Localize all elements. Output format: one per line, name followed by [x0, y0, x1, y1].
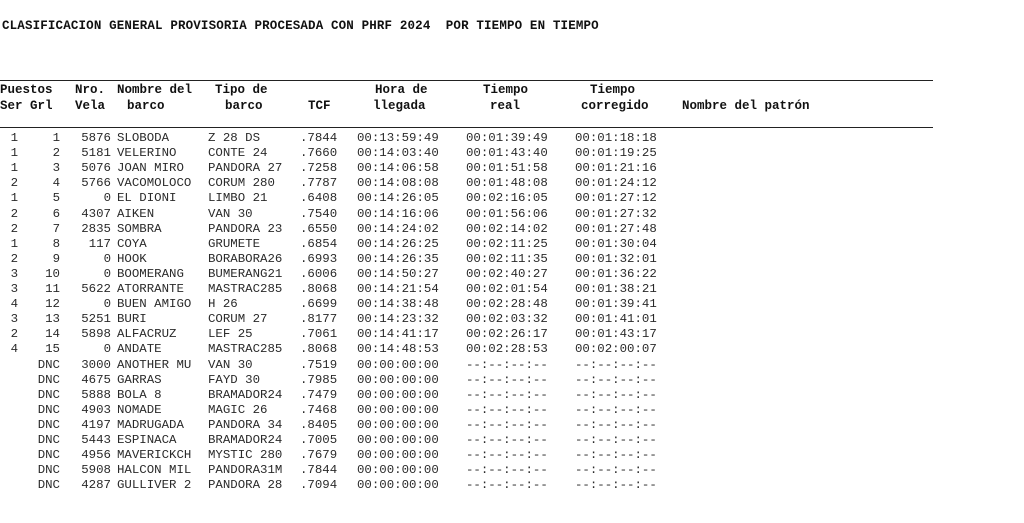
cell-vela: 5076	[81, 161, 111, 176]
cell-tiempo-real: 00:02:03:32	[466, 312, 548, 327]
cell-nombre: NOMADE	[117, 402, 162, 417]
cell-grl: DNC	[37, 433, 60, 447]
cell-tcf: .7468	[300, 402, 338, 417]
cell-vela: 3000	[81, 357, 111, 372]
header-bottom-rule	[0, 127, 933, 128]
cell-grl: 14	[45, 327, 60, 342]
cell-hora: 00:14:26:35	[357, 251, 439, 266]
cell-tcf: .7061	[300, 327, 338, 342]
table-row	[0, 237, 700, 252]
cell-ser: 3	[10, 282, 18, 296]
cell-ser: 1	[10, 131, 18, 145]
cell-vela: 4956	[81, 448, 111, 463]
cell-tipo: MAGIC 26	[208, 402, 268, 417]
table-row	[0, 161, 700, 176]
cell-tiempo-corregido: --:--:--:--	[575, 433, 657, 447]
cell-vela: 0	[103, 191, 111, 206]
cell-vela: 5898	[81, 327, 111, 342]
cell-nombre: MADRUGADA	[117, 417, 184, 432]
page-title: CLASIFICACION GENERAL PROVISORIA PROCESADA CON PHRF 2024 POR TIEMPO EN TIEMPO	[2, 19, 599, 33]
cell-hora: 00:14:16:06	[357, 206, 439, 221]
cell-tipo: FAYD 30	[208, 372, 261, 387]
header-tipo-line2: barco	[225, 99, 263, 113]
cell-hora: 00:00:00:00	[357, 387, 439, 402]
cell-hora: 00:00:00:00	[357, 402, 439, 417]
cell-nombre: HOOK	[117, 251, 147, 266]
cell-tipo: MASTRAC285	[208, 342, 283, 357]
cell-tiempo-real: 00:02:16:05	[466, 191, 548, 206]
cell-grl: 1	[52, 131, 60, 145]
header-ser-grl: Ser Grl	[0, 99, 53, 113]
cell-tipo: PANDORA31M	[208, 463, 283, 478]
header-nombre-line1: Nombre del	[117, 83, 193, 97]
header-nombre-line2: barco	[127, 99, 165, 113]
cell-hora: 00:14:23:32	[357, 312, 439, 327]
table-row	[0, 282, 700, 297]
cell-tcf: .6550	[300, 221, 338, 236]
cell-vela: 5251	[81, 312, 111, 327]
cell-vela: 0	[103, 251, 111, 266]
cell-tcf: .6699	[300, 297, 338, 312]
cell-nombre: BOOMERANG	[117, 266, 184, 281]
header-hora-line2: llegada	[373, 99, 426, 113]
cell-tipo: PANDORA 27	[208, 161, 283, 176]
cell-tiempo-corregido: 00:01:32:01	[575, 251, 657, 266]
cell-nombre: ATORRANTE	[117, 282, 184, 296]
cell-tiempo-corregido: 00:01:43:17	[575, 327, 657, 342]
cell-tiempo-real: --:--:--:--	[466, 402, 548, 417]
cell-tiempo-real: 00:02:26:17	[466, 327, 548, 342]
cell-tiempo-corregido: 00:01:39:41	[575, 297, 657, 312]
cell-hora: 00:00:00:00	[357, 417, 439, 432]
cell-nombre: JOAN MIRO	[117, 161, 184, 176]
cell-tcf: .6854	[300, 236, 338, 251]
cell-vela: 4197	[81, 417, 111, 432]
table-row	[0, 433, 700, 448]
cell-tcf: .7787	[300, 176, 338, 191]
table-row	[0, 252, 700, 267]
cell-grl: DNC	[37, 387, 60, 402]
cell-tcf: .7985	[300, 372, 338, 387]
cell-nombre: SLOBODA	[117, 131, 170, 145]
cell-tiempo-real: 00:01:43:40	[466, 146, 548, 161]
cell-hora: 00:13:59:49	[357, 131, 439, 145]
table-row	[0, 222, 700, 237]
header-tcf: TCF	[308, 99, 331, 113]
header-nro: Nro.	[75, 83, 106, 97]
cell-grl: DNC	[37, 357, 60, 372]
cell-vela: 5181	[81, 146, 111, 161]
header-vela: Vela	[75, 99, 106, 113]
cell-vela: 5443	[81, 433, 111, 447]
cell-ser: 2	[10, 251, 18, 266]
cell-tipo: Z 28 DS	[208, 131, 261, 145]
cell-nombre: ESPINACA	[117, 433, 177, 447]
cell-vela: 5622	[81, 282, 111, 296]
cell-hora: 00:14:24:02	[357, 221, 439, 236]
cell-tcf: .8068	[300, 282, 338, 296]
cell-hora: 00:14:21:54	[357, 282, 439, 296]
cell-tipo: BRAMADOR24	[208, 387, 283, 402]
table-row	[0, 297, 700, 312]
table-row	[0, 327, 700, 342]
cell-tcf: .7844	[300, 463, 338, 478]
table-row	[0, 342, 700, 357]
cell-tcf: .7519	[300, 357, 338, 372]
cell-tiempo-corregido: 00:01:36:22	[575, 266, 657, 281]
cell-tiempo-corregido: --:--:--:--	[575, 448, 657, 463]
cell-nombre: MAVERICKCH	[117, 448, 192, 463]
cell-nombre: BOLA 8	[117, 387, 162, 402]
cell-ser: 4	[10, 342, 18, 357]
cell-tiempo-real: 00:02:11:25	[466, 236, 548, 251]
cell-tipo: VAN 30	[208, 357, 253, 372]
cell-tiempo-real: 00:01:51:58	[466, 161, 548, 176]
cell-grl: DNC	[37, 478, 60, 493]
cell-tiempo-real: 00:02:40:27	[466, 266, 548, 281]
table-row	[0, 191, 700, 206]
cell-tiempo-real: --:--:--:--	[466, 463, 548, 478]
header-top-rule	[0, 80, 933, 81]
cell-tiempo-corregido: --:--:--:--	[575, 463, 657, 478]
cell-tipo: CORUM 27	[208, 312, 268, 327]
cell-nombre: ANOTHER MU	[117, 357, 192, 372]
cell-tiempo-real: --:--:--:--	[466, 433, 548, 447]
cell-grl: DNC	[37, 448, 60, 463]
cell-hora: 00:14:26:25	[357, 236, 439, 251]
table-row	[0, 176, 700, 191]
cell-ser: 4	[10, 297, 18, 312]
cell-tcf: .8068	[300, 342, 338, 357]
cell-grl: 6	[52, 206, 60, 221]
cell-grl: 4	[52, 176, 60, 191]
cell-tiempo-real: 00:02:28:48	[466, 297, 548, 312]
cell-ser: 1	[10, 161, 18, 176]
cell-grl: DNC	[37, 463, 60, 478]
cell-vela: 5876	[81, 131, 111, 145]
cell-tcf: .7844	[300, 131, 338, 145]
table-row	[0, 146, 700, 161]
cell-vela: 4287	[81, 478, 111, 493]
cell-tipo: H 26	[208, 297, 238, 312]
cell-hora: 00:00:00:00	[357, 478, 439, 493]
table-row	[0, 418, 700, 433]
cell-hora: 00:14:50:27	[357, 266, 439, 281]
cell-tcf: .7679	[300, 448, 338, 463]
cell-ser: 1	[10, 146, 18, 161]
cell-tiempo-corregido: --:--:--:--	[575, 402, 657, 417]
cell-ser: 3	[10, 266, 18, 281]
header-tcorr-line1: Tiempo	[590, 83, 636, 97]
cell-grl: 15	[45, 342, 60, 357]
table-row	[0, 403, 700, 418]
cell-tiempo-corregido: --:--:--:--	[575, 357, 657, 372]
header-tcorr-line2: corregido	[581, 99, 649, 113]
cell-tiempo-real: 00:01:48:08	[466, 176, 548, 191]
cell-ser: 1	[10, 191, 18, 206]
cell-tipo: VAN 30	[208, 206, 253, 221]
cell-vela: 117	[88, 236, 111, 251]
cell-nombre: VACOMOLOCO	[117, 176, 192, 191]
cell-tiempo-corregido: 00:01:41:01	[575, 312, 657, 327]
cell-ser: 3	[10, 312, 18, 327]
cell-tcf: .8405	[300, 417, 338, 432]
cell-tiempo-real: 00:01:56:06	[466, 206, 548, 221]
cell-hora: 00:00:00:00	[357, 372, 439, 387]
table-row	[0, 207, 700, 222]
cell-tiempo-corregido: --:--:--:--	[575, 417, 657, 432]
cell-nombre: GARRAS	[117, 372, 162, 387]
cell-grl: DNC	[37, 417, 60, 432]
cell-tipo: LIMBO 21	[208, 191, 268, 206]
header-treal-line1: Tiempo	[483, 83, 529, 97]
cell-tiempo-corregido: 00:01:27:12	[575, 191, 657, 206]
cell-hora: 00:14:48:53	[357, 342, 439, 357]
cell-nombre: ANDATE	[117, 342, 162, 357]
cell-tipo: PANDORA 28	[208, 478, 283, 493]
cell-grl: DNC	[37, 402, 60, 417]
cell-nombre: ALFACRUZ	[117, 327, 177, 342]
cell-tipo: PANDORA 34	[208, 417, 283, 432]
cell-tipo: BRAMADOR24	[208, 433, 283, 447]
cell-grl: 5	[52, 191, 60, 206]
cell-tipo: MYSTIC 280	[208, 448, 283, 463]
cell-tiempo-real: 00:01:39:49	[466, 131, 548, 145]
cell-ser: 2	[10, 327, 18, 342]
table-row	[0, 267, 700, 282]
cell-hora: 00:14:26:05	[357, 191, 439, 206]
cell-tcf: .7660	[300, 146, 338, 161]
cell-nombre: HALCON MIL	[117, 463, 192, 478]
cell-hora: 00:14:08:08	[357, 176, 439, 191]
cell-hora: 00:00:00:00	[357, 463, 439, 478]
cell-tiempo-real: 00:02:11:35	[466, 251, 548, 266]
cell-tipo: GRUMETE	[208, 236, 261, 251]
cell-grl: 9	[52, 251, 60, 266]
cell-hora: 00:14:03:40	[357, 146, 439, 161]
cell-tcf: .7540	[300, 206, 338, 221]
cell-tiempo-corregido: --:--:--:--	[575, 372, 657, 387]
cell-tiempo-corregido: 00:01:24:12	[575, 176, 657, 191]
cell-nombre: VELERINO	[117, 146, 177, 161]
cell-tiempo-corregido: 00:01:30:04	[575, 236, 657, 251]
cell-tiempo-real: --:--:--:--	[466, 417, 548, 432]
cell-tiempo-corregido: 00:02:00:07	[575, 342, 657, 357]
cell-tipo: BORABORA26	[208, 251, 283, 266]
cell-vela: 4307	[81, 206, 111, 221]
cell-tcf: .6993	[300, 251, 338, 266]
cell-ser: 2	[10, 206, 18, 221]
cell-grl: 8	[52, 236, 60, 251]
cell-tiempo-corregido: 00:01:21:16	[575, 161, 657, 176]
cell-nombre: AIKEN	[117, 206, 155, 221]
cell-ser: 1	[10, 236, 18, 251]
cell-hora: 00:00:00:00	[357, 448, 439, 463]
cell-grl: 3	[52, 161, 60, 176]
cell-nombre: BUEN AMIGO	[117, 297, 192, 312]
cell-tiempo-corregido: 00:01:38:21	[575, 282, 657, 296]
cell-tiempo-real: 00:02:28:53	[466, 342, 548, 357]
cell-tipo: LEF 25	[208, 327, 253, 342]
cell-tipo: CORUM 280	[208, 176, 275, 191]
cell-tiempo-corregido: 00:01:27:32	[575, 206, 657, 221]
cell-vela: 4903	[81, 402, 111, 417]
cell-tiempo-real: --:--:--:--	[466, 478, 548, 493]
cell-vela: 0	[103, 342, 111, 357]
cell-tiempo-corregido: 00:01:27:48	[575, 221, 657, 236]
table-row	[0, 388, 700, 403]
cell-tiempo-corregido: --:--:--:--	[575, 387, 657, 402]
cell-hora: 00:00:00:00	[357, 433, 439, 447]
cell-grl: 10	[45, 266, 60, 281]
header-treal-line2: real	[490, 99, 521, 113]
cell-tcf: .7094	[300, 478, 338, 493]
cell-tipo: MASTRAC285	[208, 282, 283, 296]
cell-vela: 0	[103, 297, 111, 312]
cell-tcf: .8177	[300, 312, 338, 327]
header-hora-line1: Hora de	[375, 83, 428, 97]
header-patron: Nombre del patrón	[682, 99, 810, 113]
cell-tiempo-real: 00:02:01:54	[466, 282, 548, 296]
cell-tcf: .7005	[300, 433, 338, 447]
cell-ser: 2	[10, 176, 18, 191]
cell-hora: 00:14:41:17	[357, 327, 439, 342]
cell-nombre: BURI	[117, 312, 147, 327]
cell-tipo: PANDORA 23	[208, 221, 283, 236]
cell-vela: 4675	[81, 372, 111, 387]
cell-tiempo-corregido: 00:01:18:18	[575, 131, 657, 145]
cell-tiempo-real: 00:02:14:02	[466, 221, 548, 236]
table-row	[0, 463, 700, 478]
cell-grl: DNC	[37, 372, 60, 387]
cell-tiempo-corregido: --:--:--:--	[575, 478, 657, 493]
cell-tiempo-corregido: 00:01:19:25	[575, 146, 657, 161]
cell-tcf: .6408	[300, 191, 338, 206]
table-row	[0, 358, 700, 373]
cell-tiempo-real: --:--:--:--	[466, 387, 548, 402]
cell-tiempo-real: --:--:--:--	[466, 372, 548, 387]
cell-ser: 2	[10, 221, 18, 236]
table-row	[0, 373, 700, 388]
cell-tipo: CONTE 24	[208, 146, 268, 161]
cell-hora: 00:00:00:00	[357, 357, 439, 372]
cell-vela: 0	[103, 266, 111, 281]
cell-hora: 00:14:38:48	[357, 297, 439, 312]
cell-grl: 2	[52, 146, 60, 161]
table-row	[0, 312, 700, 327]
cell-hora: 00:14:06:58	[357, 161, 439, 176]
cell-tcf: .7258	[300, 161, 338, 176]
cell-tiempo-real: --:--:--:--	[466, 448, 548, 463]
cell-tiempo-real: --:--:--:--	[466, 357, 548, 372]
cell-vela: 5908	[81, 463, 111, 478]
cell-nombre: GULLIVER 2	[117, 478, 192, 493]
table-row	[0, 131, 700, 146]
table-row	[0, 448, 700, 463]
header-tipo-line1: Tipo de	[215, 83, 268, 97]
table-row	[0, 478, 700, 493]
cell-nombre: COYA	[117, 236, 147, 251]
header-puestos: Puestos	[0, 83, 53, 97]
cell-vela: 2835	[81, 221, 111, 236]
cell-vela: 5888	[81, 387, 111, 402]
cell-tipo: BUMERANG21	[208, 266, 283, 281]
cell-tcf: .7479	[300, 387, 338, 402]
cell-tcf: .6006	[300, 266, 338, 281]
cell-grl: 7	[52, 221, 60, 236]
cell-grl: 12	[45, 297, 60, 312]
cell-grl: 13	[45, 312, 60, 327]
cell-grl: 11	[45, 282, 60, 296]
cell-vela: 5766	[81, 176, 111, 191]
cell-nombre: EL DIONI	[117, 191, 177, 206]
cell-nombre: SOMBRA	[117, 221, 162, 236]
